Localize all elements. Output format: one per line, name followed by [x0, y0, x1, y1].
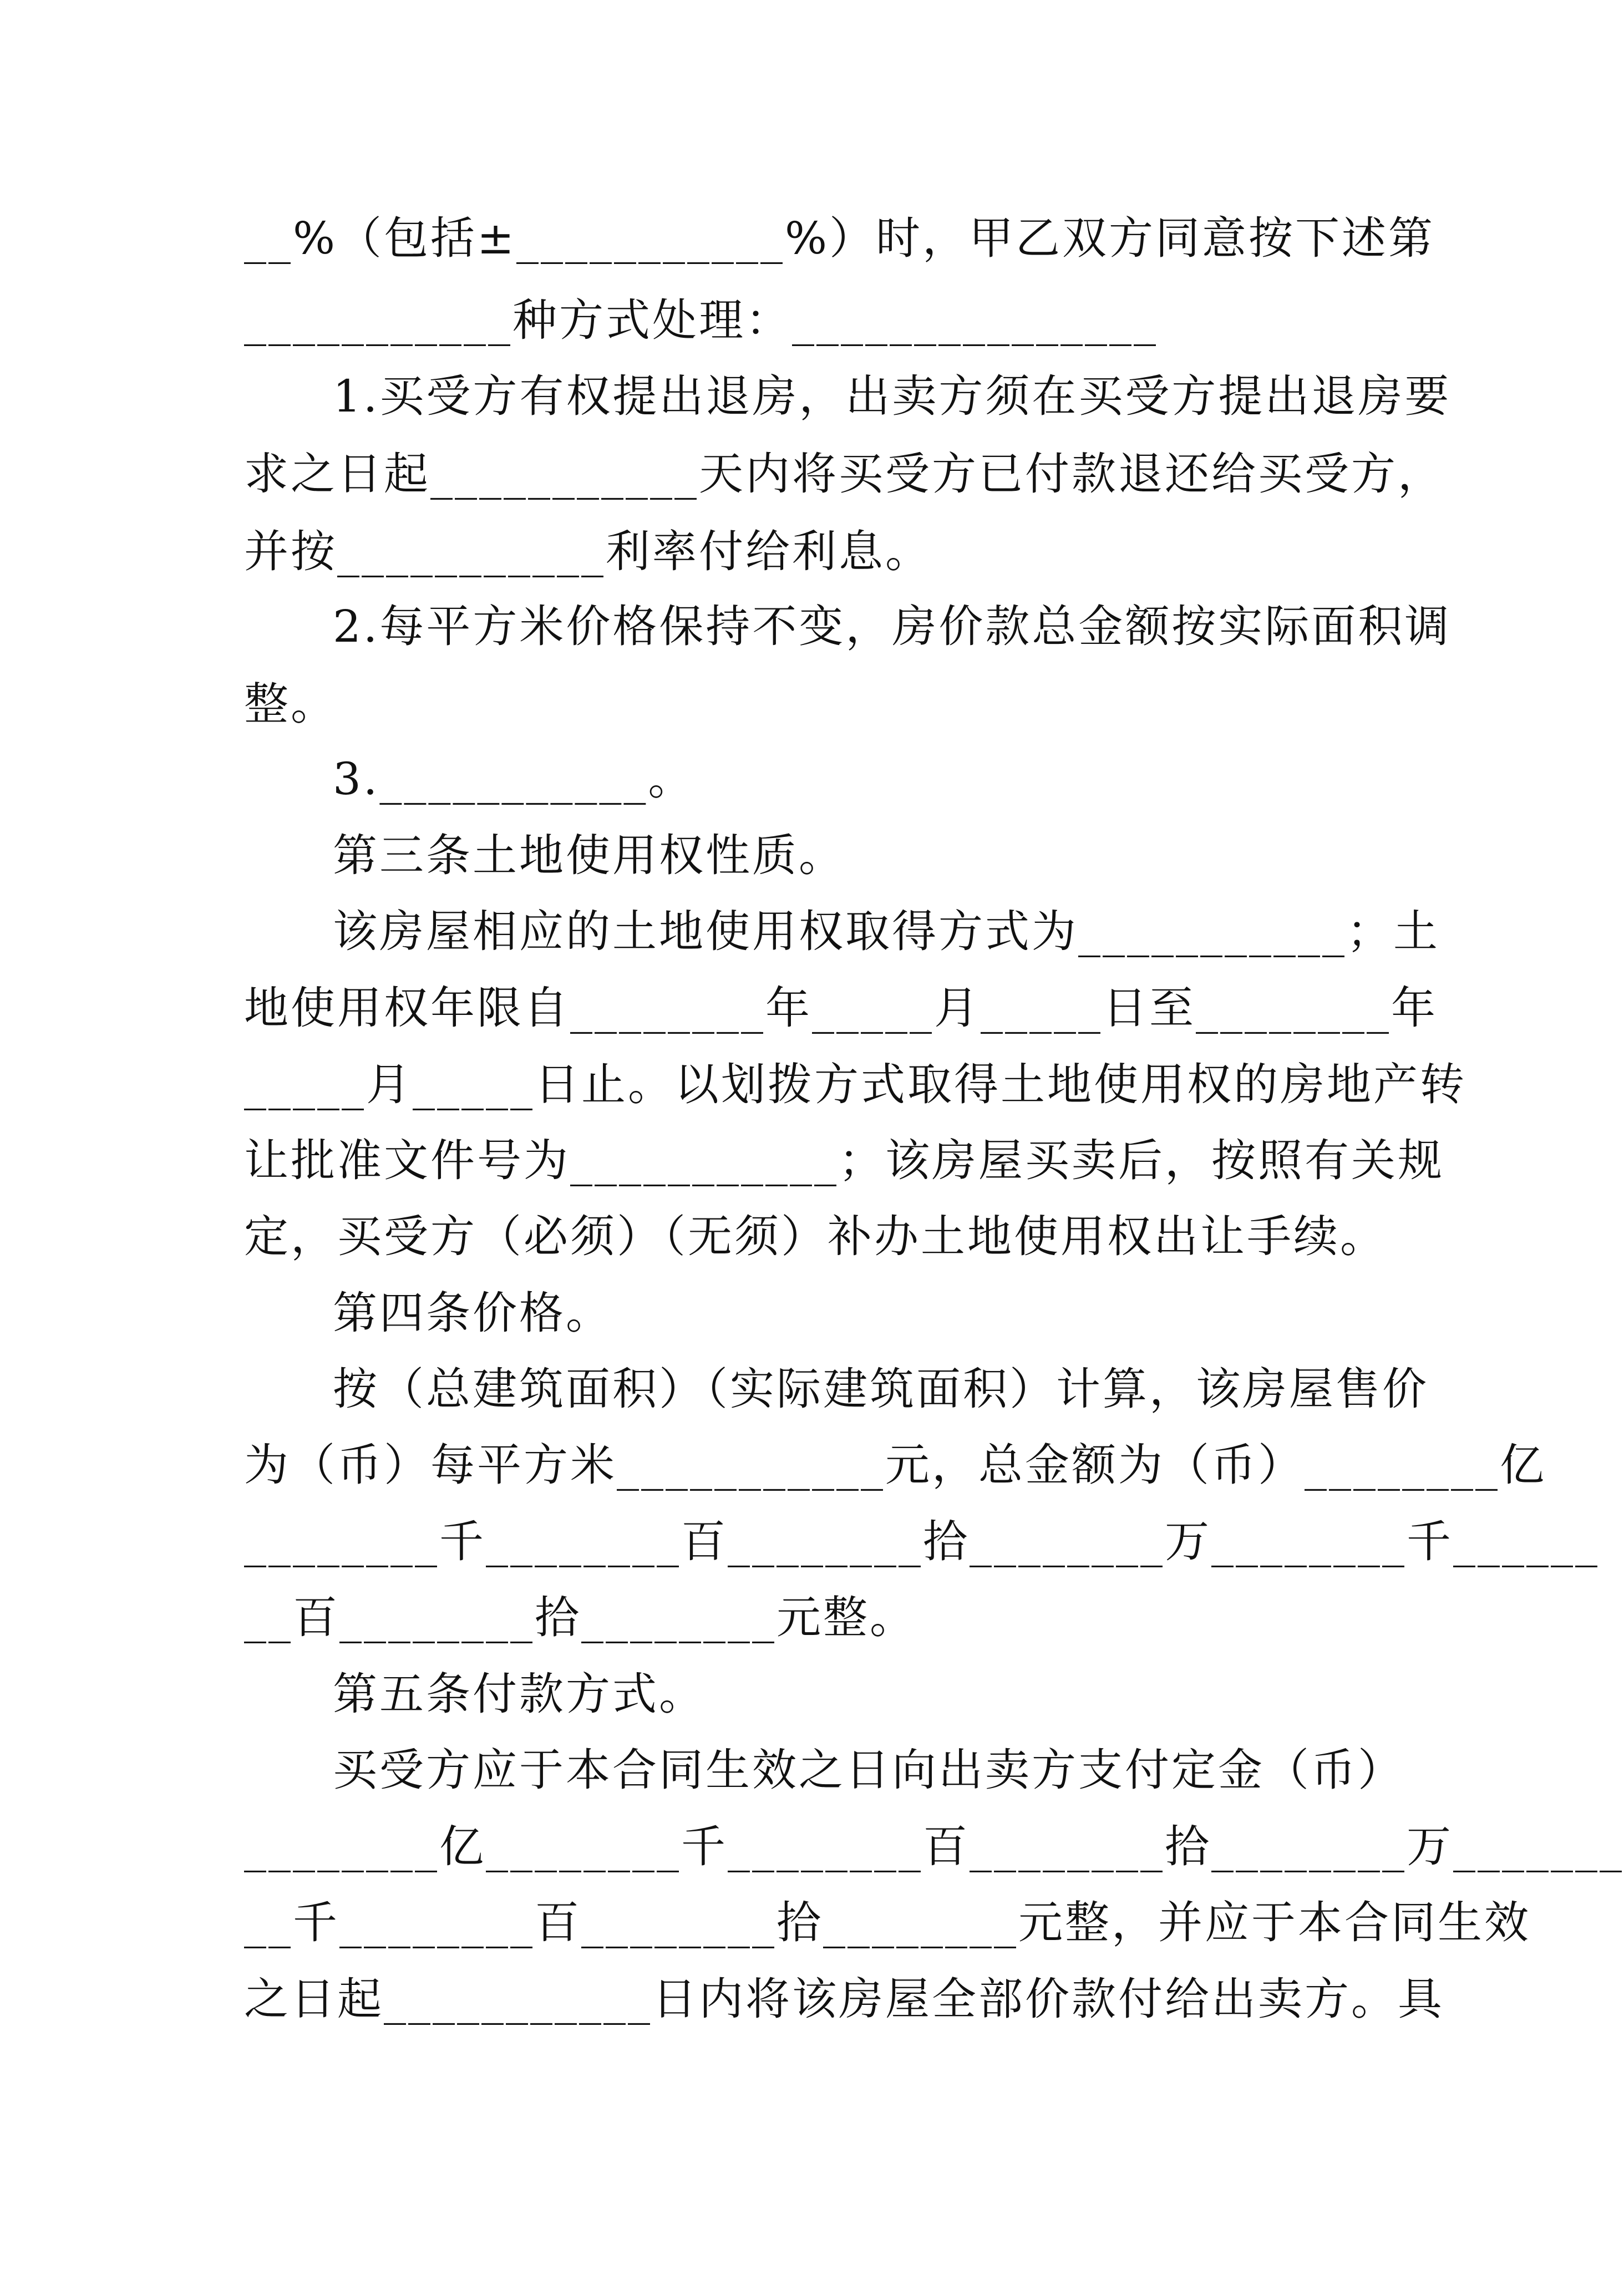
text-line: 让批准文件号为___________；该房屋买卖后，按照有关规: [244, 1135, 1444, 1186]
text-line: 3.___________。: [333, 753, 695, 805]
text-line: 整。: [244, 678, 337, 730]
text-line: ________亿________千________百________拾________万_______: [244, 1821, 1624, 1872]
section-heading: 第三条土地使用权性质。: [333, 830, 845, 881]
text-line: 地使用权年限自________年_____月_____日至________年: [244, 982, 1438, 1034]
text-line: __%（包括±___________%）时，甲乙双方同意按下述第: [244, 212, 1435, 264]
text-line: ___________种方式处理：_______________: [244, 294, 1158, 346]
text-line: 2.每平方米价格保持不变，房价款总金额按实际面积调: [333, 601, 1452, 652]
text-line: 之日起___________日内将该房屋全部价款付给出卖方。具: [244, 1973, 1444, 2025]
text-line: 定，买受方（必须）（无须）补办土地使用权出让手续。: [244, 1211, 1387, 1262]
section-heading: 第五条付款方式。: [333, 1668, 706, 1720]
text-line: __千________百________拾________元整，并应于本合同生效: [244, 1897, 1531, 1948]
text-line: _____月_____日止。以划拨方式取得土地使用权的房地产转: [244, 1059, 1466, 1110]
text-line: 并按___________利率付给利息。: [244, 526, 932, 577]
text-line: 1.买受方有权提出退房，出卖方须在买受方提出退房要: [333, 370, 1452, 422]
text-line: 求之日起___________天内将买受方已付款退还给买受方，: [244, 448, 1444, 500]
text-line: ________千________百________拾________万________千______: [244, 1516, 1600, 1567]
text-line: 该房屋相应的土地使用权取得方式为___________；土: [333, 906, 1440, 957]
text-line: 按（总建筑面积）（实际建筑面积）计算，该房屋售价: [333, 1363, 1429, 1415]
text-line: 为（币）每平方米___________元，总金额为（币）________亿: [244, 1439, 1546, 1491]
text-line: 买受方应于本合同生效之日向出卖方支付定金（币）: [333, 1744, 1404, 1796]
section-heading: 第四条价格。: [333, 1287, 612, 1339]
text-line: __百________拾________元整。: [244, 1592, 916, 1643]
